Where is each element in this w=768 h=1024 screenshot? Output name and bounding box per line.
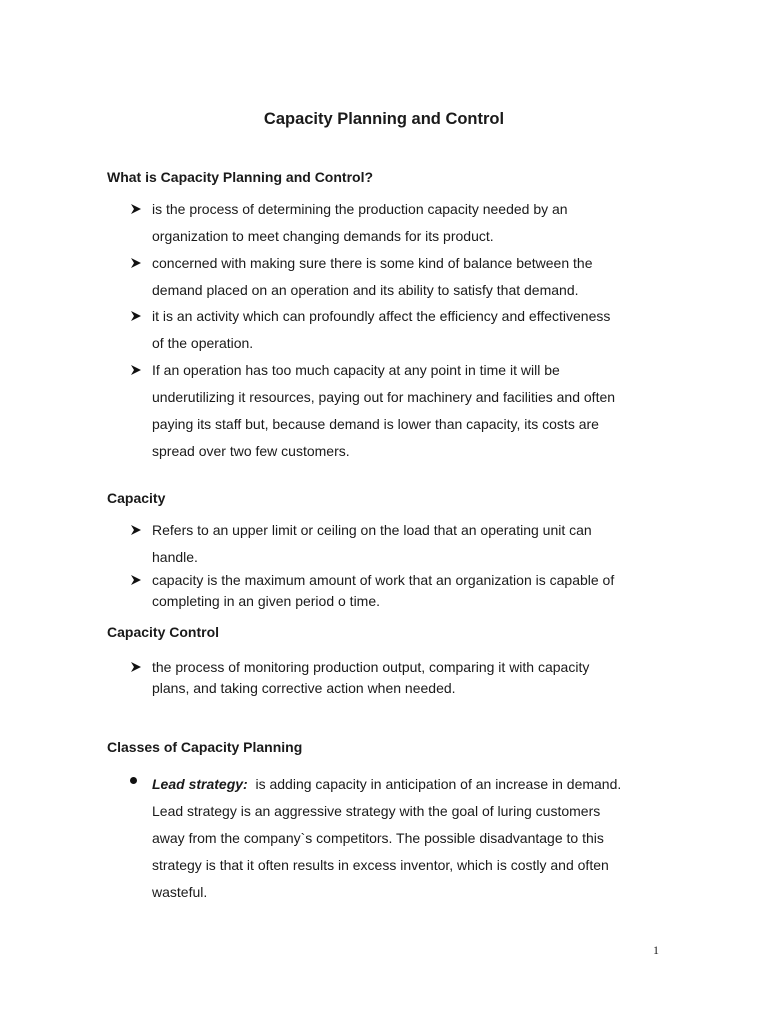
bullet-item: [130, 570, 670, 612]
bullet-line: of the operation.: [152, 335, 254, 351]
bullet-line: is the process of determining the production capacity needed by an: [152, 201, 568, 217]
lead-strategy-item: [130, 771, 670, 906]
bullet-item: [130, 657, 670, 699]
lead-strategy-term: Lead strategy:: [152, 776, 248, 792]
bullet-dot-icon: [130, 777, 137, 784]
bullet-line: strategy is that it often results in excess inventor, which is costly and often: [152, 857, 609, 873]
bullet-item: [130, 250, 670, 304]
bullet-line: paying its staff but, because demand is lower than capacity, its costs are: [152, 416, 599, 432]
bullet-line: spread over two few customers.: [152, 443, 350, 459]
bullet-item: [130, 357, 670, 465]
section-heading-capacity: Capacity: [107, 490, 166, 506]
document-title: Capacity Planning and Control: [263, 110, 505, 128]
bullet-item: [130, 196, 670, 250]
arrow-bullet-icon: [130, 364, 142, 376]
arrow-bullet-icon: [130, 257, 142, 269]
lead-strategy-definition: is adding capacity in anticipation of an increase in demand.: [247, 776, 622, 792]
arrow-bullet-icon: [130, 574, 142, 586]
bullet-line: completing in an given period o time.: [152, 593, 381, 609]
arrow-bullet-icon: [130, 203, 142, 215]
bullet-line: wasteful.: [152, 884, 208, 900]
bullet-item: [130, 517, 670, 571]
section-heading-classes: Classes of Capacity Planning: [107, 739, 303, 755]
section-heading-what-is: What is Capacity Planning and Control?: [107, 169, 374, 185]
bullet-line: Refers to an upper limit or ceiling on the load that an operating unit can: [152, 522, 592, 538]
bullet-line: capacity is the maximum amount of work that an organization is capable of: [152, 572, 615, 588]
bullet-line: away from the company`s competitors. The possible disadvantage to this: [152, 830, 604, 846]
bullet-line: If an operation has too much capacity at any point in time it will be: [152, 362, 560, 378]
bullet-line: concerned with making sure there is some kind of balance between the: [152, 255, 593, 271]
section-heading-capacity-control: Capacity Control: [107, 624, 220, 640]
arrow-bullet-icon: [130, 661, 142, 673]
arrow-bullet-icon: [130, 310, 142, 322]
bullet-line: organization to meet changing demands for its product.: [152, 228, 494, 244]
bullet-line: Lead strategy is an aggressive strategy with the goal of luring customers: [152, 803, 601, 819]
page-number: 1: [653, 943, 659, 957]
bullet-line: it is an activity which can profoundly affect the efficiency and effectiveness: [152, 308, 611, 324]
arrow-bullet-icon: [130, 524, 142, 536]
bullet-line: underutilizing it resources, paying out for machinery and facilities and often: [152, 389, 616, 405]
bullet-line: the process of monitoring production output, comparing it with capacity: [152, 659, 590, 675]
bullet-item: [130, 303, 670, 357]
bullet-line: handle.: [152, 549, 198, 565]
bullet-line: plans, and taking corrective action when needed.: [152, 680, 456, 696]
bullet-line: demand placed on an operation and its ability to satisfy that demand.: [152, 282, 579, 298]
bullet-line: [152, 771, 670, 798]
